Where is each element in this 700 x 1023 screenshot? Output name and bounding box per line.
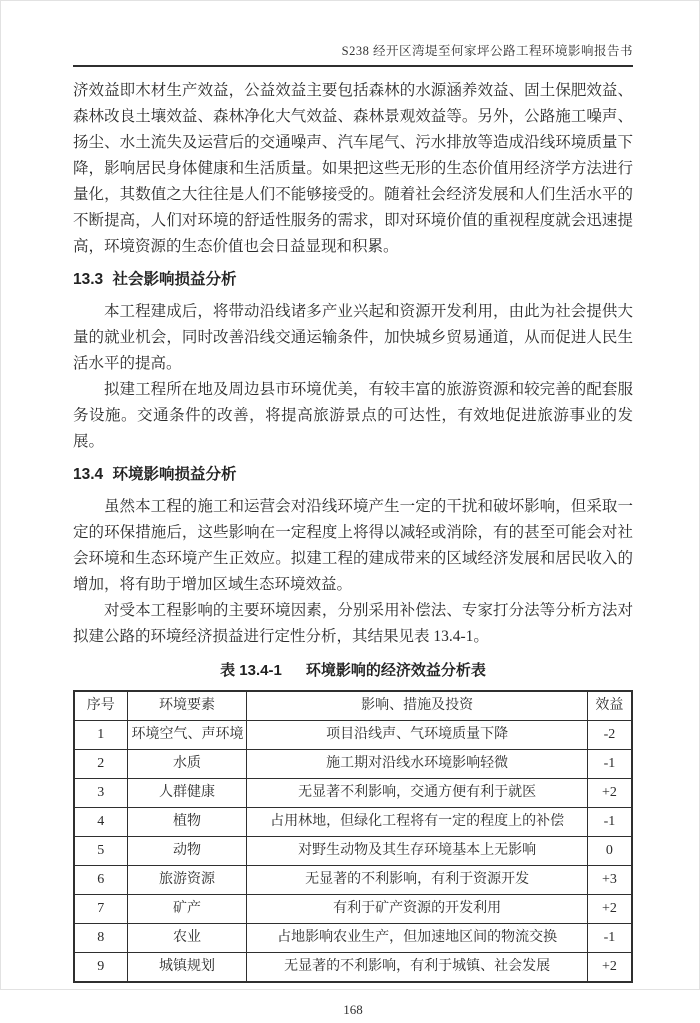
cell-index: 3 bbox=[74, 779, 127, 808]
page-number: 168 bbox=[343, 1002, 363, 1017]
table-row bbox=[74, 953, 632, 983]
cell-benefit: -1 bbox=[587, 808, 632, 837]
cell-factor: 农业 bbox=[127, 924, 247, 953]
header-benefit: 效益 bbox=[587, 691, 632, 721]
header-index: 序号 bbox=[74, 691, 127, 721]
paragraph: 拟建工程所在地及周边县市环境优美，有较丰富的旅游资源和较完善的配套服务设施。交通条件的改善，将提高旅游景点的可达性，有效地促进旅游事业的发展。 bbox=[73, 381, 633, 450]
cell-impact: 对野生动物及其生存环境基本上无影响 bbox=[247, 837, 587, 866]
cell-benefit: -1 bbox=[587, 750, 632, 779]
document-content bbox=[73, 78, 633, 1023]
cell-impact: 无显著的不利影响，有利于城镇、社会发展 bbox=[247, 953, 587, 983]
paragraph-intro: 济效益即木材生产效益，公益效益主要包括森林的水源涵养效益、固土保肥效益、森林改良土壤效益、森林净化大气效益、森林景观效益等。另外，公路施工噪声、扬尘、水土流失及运营后的交通噪声、汽车尾气、污水排放等造成沿线环境质量下降，影响居民身体健康和生活质量。如果把这些无形的生态价值用经济学方法进行量化，其数值之大往往是人们不能够接受的。随着社会经济发展和人们生活水平的不断提高，人们对环境的舒适性服务的需求，即对环境价值的重视程度就会迅速提高，环境资源的生态价值也会日益显现和积累。 bbox=[73, 82, 633, 255]
section-heading-13-4 bbox=[73, 463, 633, 487]
cell-index: 6 bbox=[74, 866, 127, 895]
cell-index: 5 bbox=[74, 837, 127, 866]
table-row bbox=[74, 750, 632, 779]
table-caption-title: 环境影响的经济效益分析表 bbox=[305, 662, 486, 679]
running-header-title: S238 经开区湾堤至何家坪公路工程环境影响报告书 bbox=[341, 44, 633, 58]
table-header-row bbox=[74, 691, 632, 721]
table-caption-label: 表 13.4-1 bbox=[220, 662, 282, 679]
paragraph: 虽然本工程的施工和运营会对沿线环境产生一定的干扰和破坏影响，但采取一定的环保措施后，这些影响在一定程度上将得以减轻或消除，有的甚至可能会对社会环境和生态环境产生正效应。拟建工程的建成带来的区域经济发展和居民收入的增加，将有助于增加区域生态环境效益。 bbox=[73, 498, 633, 593]
cell-factor: 城镇规划 bbox=[127, 953, 247, 983]
cell-impact: 项目沿线声、气环境质量下降 bbox=[247, 721, 587, 750]
environment-benefit-table bbox=[73, 690, 633, 983]
cell-benefit: 0 bbox=[587, 837, 632, 866]
cell-benefit: -2 bbox=[587, 721, 632, 750]
cell-impact: 有利于矿产资源的开发利用 bbox=[247, 895, 587, 924]
cell-benefit: +2 bbox=[587, 953, 632, 983]
paragraph: 对受本工程影响的主要环境因素，分别采用补偿法、专家打分法等分析方法对拟建公路的环境经济损益进行定性分析，其结果见表 13.4-1。 bbox=[73, 602, 633, 645]
cell-factor: 人群健康 bbox=[127, 779, 247, 808]
cell-index: 2 bbox=[74, 750, 127, 779]
cell-factor: 旅游资源 bbox=[127, 866, 247, 895]
cell-index: 7 bbox=[74, 895, 127, 924]
cell-impact: 无显著不利影响，交通方便有利于就医 bbox=[247, 779, 587, 808]
table-row bbox=[74, 924, 632, 953]
cell-index: 9 bbox=[74, 953, 127, 983]
cell-index: 4 bbox=[74, 808, 127, 837]
cell-factor: 动物 bbox=[127, 837, 247, 866]
section-title: 社会影响损益分析 bbox=[112, 271, 237, 288]
cell-benefit: +2 bbox=[587, 779, 632, 808]
header-factor: 环境要素 bbox=[127, 691, 247, 721]
table-row bbox=[74, 779, 632, 808]
cell-benefit: +3 bbox=[587, 866, 632, 895]
cell-index: 8 bbox=[74, 924, 127, 953]
cell-factor: 植物 bbox=[127, 808, 247, 837]
cell-factor: 环境空气、声环境 bbox=[127, 721, 247, 750]
cell-impact: 施工期对沿线水环境影响轻微 bbox=[247, 750, 587, 779]
paragraph: 本工程建成后，将带动沿线诸多产业兴起和资源开发利用，由此为社会提供大量的就业机会，同时改善沿线交通运输条件，加快城乡贸易通道，从而促进人民生活水平的提高。 bbox=[73, 303, 633, 372]
table-row bbox=[74, 866, 632, 895]
cell-impact: 无显著的不利影响，有利于资源开发 bbox=[247, 866, 587, 895]
cell-factor: 矿产 bbox=[127, 895, 247, 924]
cell-factor: 水质 bbox=[127, 750, 247, 779]
cell-benefit: +2 bbox=[587, 895, 632, 924]
cell-impact: 占用林地，但绿化工程将有一定的程度上的补偿 bbox=[247, 808, 587, 837]
running-header bbox=[73, 41, 633, 67]
table-row bbox=[74, 895, 632, 924]
table-row bbox=[74, 837, 632, 866]
cell-impact: 占地影响农业生产，但加速地区间的物流交换 bbox=[247, 924, 587, 953]
cell-benefit: -1 bbox=[587, 924, 632, 953]
header-impact: 影响、措施及投资 bbox=[247, 691, 587, 721]
table-header bbox=[74, 691, 632, 721]
section-heading-13-3 bbox=[73, 268, 633, 292]
table-row bbox=[74, 721, 632, 750]
section-number: 13.4 bbox=[73, 466, 104, 483]
table-caption bbox=[73, 660, 633, 682]
section-title: 环境影响损益分析 bbox=[112, 466, 237, 483]
cell-index: 1 bbox=[74, 721, 127, 750]
section-number: 13.3 bbox=[73, 271, 104, 288]
table-row bbox=[74, 808, 632, 837]
table-body bbox=[74, 721, 632, 983]
